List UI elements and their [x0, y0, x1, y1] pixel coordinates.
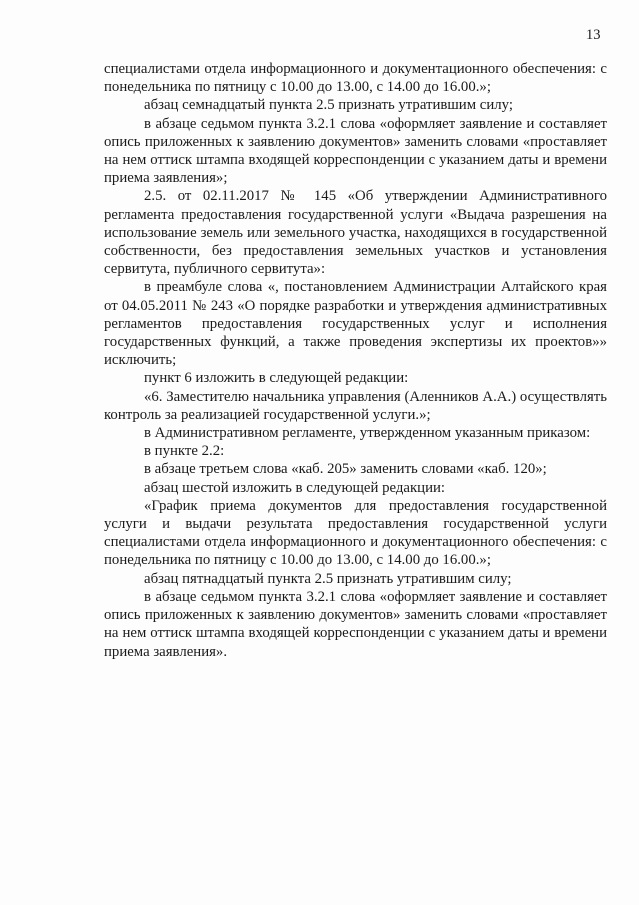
paragraph: в преамбуле слова «, постановлением Администрации Алтайского края от 04.05.2011 № 243 «О порядке разработки и утверждения административных регламентов предоставления государственных услуг и исполнения государственных функций, а также проведения экспертизы их проектов»» исключить;	[104, 279, 607, 369]
paragraph: «График приема документов для предоставления государственной услуги и выдачи результата предоставления государственной услуги специалистами отдела информационного и документационного обеспечения: с понедельника по пятницу с 10.00 до 13.00, с 14.00 до 16.00.»;	[104, 497, 607, 569]
paragraph: абзац пятнадцатый пункта 2.5 признать утратившим силу;	[144, 570, 512, 587]
paragraph: в абзаце седьмом пункта 3.2.1 слова «оформляет заявление и составляет опись приложенных к заявлению документов» заменить словами «проставляет на нем оттиск штампа входящей корреспонденции с указанием даты и времени приема заявления»;	[104, 115, 607, 187]
paragraph: пункт 6 изложить в следующей редакции:	[144, 370, 409, 387]
document-body	[104, 60, 607, 661]
paragraph: «6. Заместителю начальника управления (Аленников А.А.) осуществлять контроль за реализацией государственной услуги.»;	[104, 388, 607, 423]
paragraph-item-2-5: 2.5. от 02.11.2017 № 145 «Об утверждении Административного регламента предоставления государственной услуги «Выдача разрешения на использование земель или земельного участка, находящихся в государственной собственности, без предоставления земельных участков и установления сервитута, публичного сервитута»:	[104, 188, 607, 278]
paragraph: абзац семнадцатый пункта 2.5 признать утратившим силу;	[144, 97, 513, 114]
paragraph: абзац шестой изложить в следующей редакции:	[144, 479, 446, 496]
page-number: 13	[586, 27, 601, 43]
paragraph: в Административном регламенте, утвержденном указанным приказом:	[144, 425, 591, 442]
paragraph-continuation: специалистами отдела информационного и документационного обеспечения: с понедельника по пятницу с 10.00 до 13.00, с 14.00 до 16.00.»;	[104, 61, 607, 96]
paragraph: в абзаце седьмом пункта 3.2.1 слова «оформляет заявление и составляет опись приложенных к заявлению документов» заменить словами «проставляет на нем оттиск штампа входящей корреспонденции с указанием даты и времени приема заявления».	[104, 588, 607, 660]
paragraph: в абзаце третьем слова «каб. 205» заменить словами «каб. 120»;	[144, 461, 547, 478]
paragraph: в пункте 2.2:	[144, 443, 225, 460]
